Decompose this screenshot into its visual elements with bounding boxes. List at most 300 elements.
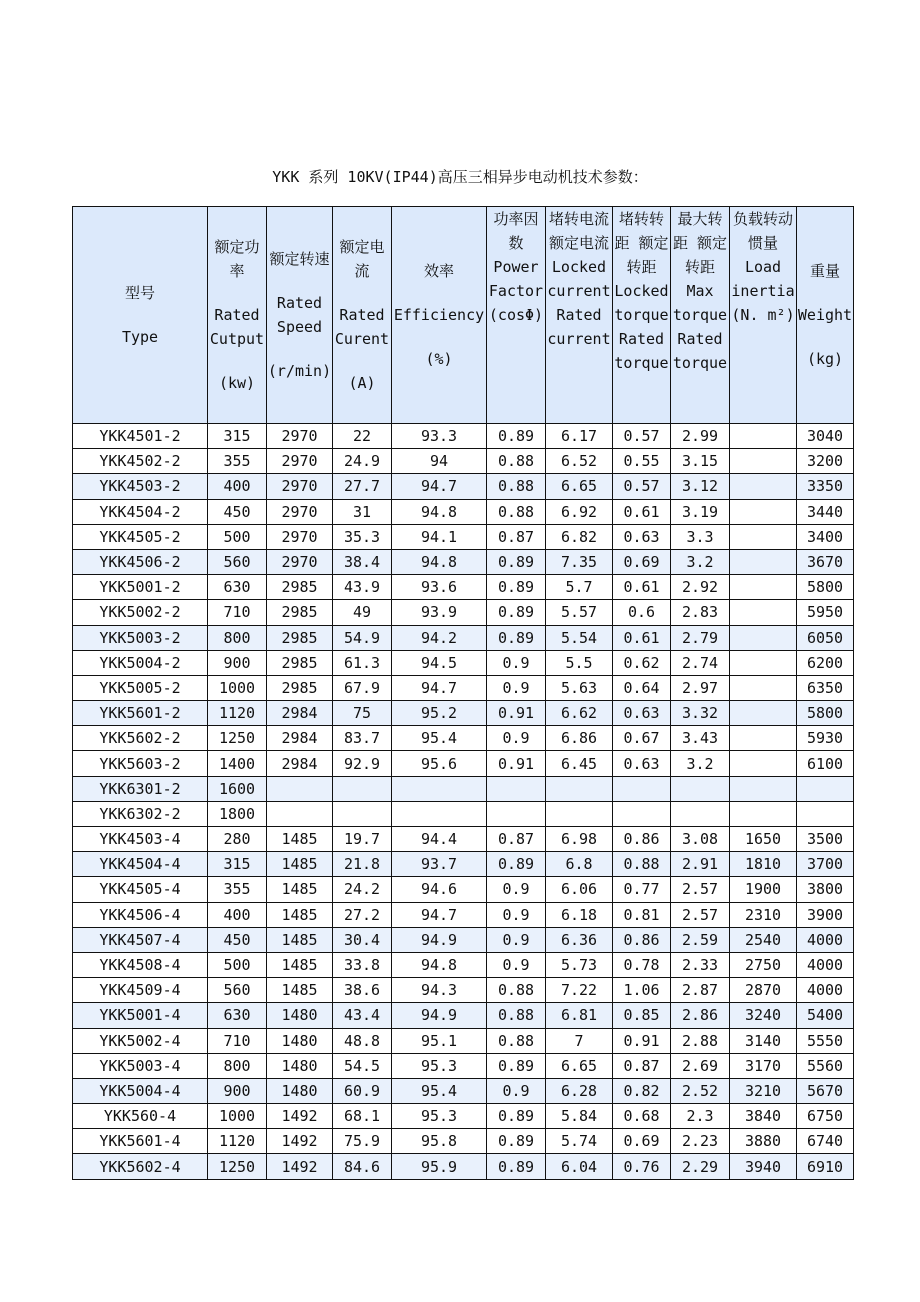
header-en: Locked torque Rated torque <box>614 282 669 372</box>
header-cn: 堵转转距 额定转距 <box>614 210 669 276</box>
value-cell: 2.86 <box>671 1003 730 1028</box>
value-cell: 0.86 <box>613 927 671 952</box>
value-cell: 3670 <box>797 549 854 574</box>
value-cell: 6.98 <box>546 827 613 852</box>
value-cell: 1650 <box>730 827 797 852</box>
value-cell: 315 <box>208 852 267 877</box>
value-cell: 2985 <box>267 625 333 650</box>
value-cell: 3.2 <box>671 751 730 776</box>
value-cell: 1400 <box>208 751 267 776</box>
column-header <box>392 207 487 424</box>
table-row <box>73 1104 854 1129</box>
value-cell: 1250 <box>208 726 267 751</box>
value-cell: 1480 <box>267 1028 333 1053</box>
value-cell: 1120 <box>208 1129 267 1154</box>
header-en: Locked current Rated current <box>547 258 611 348</box>
table-row <box>73 978 854 1003</box>
value-cell: 0.91 <box>487 751 546 776</box>
column-header <box>73 207 208 424</box>
value-cell: 2.23 <box>671 1129 730 1154</box>
value-cell: 1485 <box>267 827 333 852</box>
value-cell: 93.9 <box>392 600 487 625</box>
value-cell: 4000 <box>797 927 854 952</box>
value-cell: 5.5 <box>546 650 613 675</box>
header-cn: 型号 <box>124 284 155 302</box>
value-cell: 0.88 <box>487 499 546 524</box>
value-cell: 0.57 <box>613 424 671 449</box>
value-cell: 2870 <box>730 978 797 1003</box>
model-cell: YKK4505-4 <box>73 877 208 902</box>
value-cell: 6.81 <box>546 1003 613 1028</box>
value-cell: 21.8 <box>333 852 392 877</box>
value-cell: 0.88 <box>487 1028 546 1053</box>
value-cell: 2750 <box>730 952 797 977</box>
header-en2: (%) <box>425 350 453 368</box>
value-cell: 0.88 <box>487 978 546 1003</box>
value-cell: 4000 <box>797 978 854 1003</box>
value-cell: 2.57 <box>671 877 730 902</box>
value-cell <box>730 701 797 726</box>
model-cell: YKK4506-4 <box>73 902 208 927</box>
value-cell: 95.4 <box>392 1078 487 1103</box>
table-row <box>73 424 854 449</box>
value-cell: 6.86 <box>546 726 613 751</box>
value-cell <box>671 801 730 826</box>
value-cell: 1485 <box>267 952 333 977</box>
value-cell: 0.87 <box>487 524 546 549</box>
table-row <box>73 449 854 474</box>
table-row <box>73 1053 854 1078</box>
value-cell: 3900 <box>797 902 854 927</box>
value-cell: 2970 <box>267 474 333 499</box>
value-cell: 6.45 <box>546 751 613 776</box>
value-cell: 2985 <box>267 600 333 625</box>
value-cell: 6.92 <box>546 499 613 524</box>
header-cn: 功率因数 <box>493 210 539 252</box>
model-cell: YKK4503-2 <box>73 474 208 499</box>
value-cell: 2.87 <box>671 978 730 1003</box>
document-title: YKK 系列 10KV(IP44)高压三相异步电动机技术参数： <box>272 168 648 186</box>
table-row <box>73 751 854 776</box>
value-cell: 2985 <box>267 675 333 700</box>
value-cell <box>730 600 797 625</box>
value-cell: 1485 <box>267 877 333 902</box>
value-cell: 2970 <box>267 449 333 474</box>
model-cell: YKK6302-2 <box>73 801 208 826</box>
value-cell: 94.4 <box>392 827 487 852</box>
value-cell: 6740 <box>797 1129 854 1154</box>
value-cell: 0.57 <box>613 474 671 499</box>
column-header <box>671 207 730 424</box>
value-cell: 0.61 <box>613 575 671 600</box>
model-cell: YKK5601-2 <box>73 701 208 726</box>
motor-spec-table <box>72 206 854 1180</box>
table-row <box>73 474 854 499</box>
model-cell: YKK5004-2 <box>73 650 208 675</box>
model-cell: YKK5004-4 <box>73 1078 208 1103</box>
value-cell: 1485 <box>267 852 333 877</box>
value-cell: 500 <box>208 952 267 977</box>
value-cell: 2970 <box>267 524 333 549</box>
header-en2: (N. m²) <box>731 306 795 324</box>
value-cell: 900 <box>208 1078 267 1103</box>
value-cell: 5.74 <box>546 1129 613 1154</box>
value-cell <box>730 726 797 751</box>
value-cell: 2.3 <box>671 1104 730 1129</box>
value-cell: 3140 <box>730 1028 797 1053</box>
header-en: Power Factor <box>488 258 544 300</box>
header-en2: (r/min) <box>267 362 332 380</box>
value-cell: 33.8 <box>333 952 392 977</box>
value-cell: 1000 <box>208 675 267 700</box>
value-cell <box>333 776 392 801</box>
value-cell: 0.88 <box>487 1003 546 1028</box>
header-row <box>73 207 854 424</box>
value-cell: 3040 <box>797 424 854 449</box>
value-cell: 5950 <box>797 600 854 625</box>
value-cell <box>730 474 797 499</box>
table-row <box>73 650 854 675</box>
value-cell: 0.89 <box>487 600 546 625</box>
value-cell: 0.64 <box>613 675 671 700</box>
header-en: Efficiency <box>393 306 485 324</box>
value-cell: 2.88 <box>671 1028 730 1053</box>
value-cell: 5.63 <box>546 675 613 700</box>
value-cell <box>797 801 854 826</box>
model-cell: YKK4502-2 <box>73 449 208 474</box>
value-cell: 3400 <box>797 524 854 549</box>
value-cell: 3.32 <box>671 701 730 726</box>
column-header <box>730 207 797 424</box>
value-cell: 710 <box>208 1028 267 1053</box>
value-cell: 95.6 <box>392 751 487 776</box>
value-cell: 1810 <box>730 852 797 877</box>
value-cell: 0.88 <box>613 852 671 877</box>
value-cell: 3840 <box>730 1104 797 1129</box>
value-cell: 0.86 <box>613 827 671 852</box>
value-cell: 31 <box>333 499 392 524</box>
value-cell: 6350 <box>797 675 854 700</box>
value-cell: 2984 <box>267 751 333 776</box>
value-cell: 0.9 <box>487 877 546 902</box>
value-cell: 630 <box>208 575 267 600</box>
value-cell: 3940 <box>730 1154 797 1179</box>
value-cell: 6750 <box>797 1104 854 1129</box>
value-cell: 6.82 <box>546 524 613 549</box>
header-en: Weight <box>797 306 853 324</box>
model-cell: YKK5001-2 <box>73 575 208 600</box>
model-cell: YKK4505-2 <box>73 524 208 549</box>
value-cell: 3350 <box>797 474 854 499</box>
column-header <box>267 207 333 424</box>
value-cell <box>730 625 797 650</box>
model-cell: YKK4508-4 <box>73 952 208 977</box>
value-cell: 94.1 <box>392 524 487 549</box>
value-cell: 1492 <box>267 1154 333 1179</box>
value-cell: 94.5 <box>392 650 487 675</box>
column-header <box>797 207 854 424</box>
value-cell: 0.88 <box>487 474 546 499</box>
value-cell <box>730 449 797 474</box>
value-cell: 2.99 <box>671 424 730 449</box>
value-cell: 0.61 <box>613 625 671 650</box>
value-cell: 1492 <box>267 1104 333 1129</box>
value-cell: 0.63 <box>613 524 671 549</box>
value-cell: 38.6 <box>333 978 392 1003</box>
value-cell: 0.89 <box>487 424 546 449</box>
value-cell: 43.4 <box>333 1003 392 1028</box>
value-cell: 2985 <box>267 650 333 675</box>
value-cell: 5800 <box>797 575 854 600</box>
value-cell: 0.91 <box>613 1028 671 1053</box>
value-cell: 3170 <box>730 1053 797 1078</box>
value-cell: 1492 <box>267 1129 333 1154</box>
table-row <box>73 600 854 625</box>
value-cell: 355 <box>208 449 267 474</box>
value-cell: 6.04 <box>546 1154 613 1179</box>
value-cell: 94.9 <box>392 927 487 952</box>
value-cell <box>613 776 671 801</box>
value-cell: 2985 <box>267 575 333 600</box>
value-cell: 5400 <box>797 1003 854 1028</box>
value-cell: 0.78 <box>613 952 671 977</box>
table-row <box>73 927 854 952</box>
value-cell: 95.2 <box>392 701 487 726</box>
value-cell: 0.89 <box>487 625 546 650</box>
model-cell: YKK4501-2 <box>73 424 208 449</box>
value-cell: 0.89 <box>487 1154 546 1179</box>
value-cell: 6200 <box>797 650 854 675</box>
value-cell: 2.52 <box>671 1078 730 1103</box>
value-cell: 0.81 <box>613 902 671 927</box>
model-cell: YKK5005-2 <box>73 675 208 700</box>
value-cell <box>267 801 333 826</box>
value-cell: 1485 <box>267 927 333 952</box>
value-cell: 7 <box>546 1028 613 1053</box>
model-cell: YKK4506-2 <box>73 549 208 574</box>
value-cell: 2.91 <box>671 852 730 877</box>
value-cell: 94.7 <box>392 474 487 499</box>
value-cell: 2.59 <box>671 927 730 952</box>
value-cell: 1480 <box>267 1078 333 1103</box>
value-cell: 92.9 <box>333 751 392 776</box>
value-cell: 0.82 <box>613 1078 671 1103</box>
value-cell: 0.69 <box>613 1129 671 1154</box>
value-cell: 2984 <box>267 726 333 751</box>
header-cn: 负载转动惯量 <box>732 210 793 252</box>
header-cn: 堵转电流 额定电流 <box>548 210 609 252</box>
table-row <box>73 801 854 826</box>
value-cell: 0.69 <box>613 549 671 574</box>
value-cell: 6050 <box>797 625 854 650</box>
value-cell: 6.52 <box>546 449 613 474</box>
value-cell: 0.87 <box>613 1053 671 1078</box>
header-cn: 效率 <box>423 262 454 280</box>
value-cell: 1.06 <box>613 978 671 1003</box>
value-cell: 94.9 <box>392 1003 487 1028</box>
value-cell: 500 <box>208 524 267 549</box>
value-cell: 710 <box>208 600 267 625</box>
value-cell: 0.89 <box>487 1104 546 1129</box>
value-cell: 2.69 <box>671 1053 730 1078</box>
value-cell <box>730 650 797 675</box>
value-cell: 6.62 <box>546 701 613 726</box>
value-cell: 94 <box>392 449 487 474</box>
value-cell: 19.7 <box>333 827 392 852</box>
value-cell <box>730 499 797 524</box>
model-cell: YKK4509-4 <box>73 978 208 1003</box>
value-cell: 450 <box>208 499 267 524</box>
table-row <box>73 852 854 877</box>
value-cell: 5.54 <box>546 625 613 650</box>
value-cell: 0.85 <box>613 1003 671 1028</box>
value-cell: 280 <box>208 827 267 852</box>
value-cell: 2540 <box>730 927 797 952</box>
value-cell: 0.68 <box>613 1104 671 1129</box>
value-cell: 3.3 <box>671 524 730 549</box>
value-cell: 0.63 <box>613 701 671 726</box>
value-cell: 1600 <box>208 776 267 801</box>
value-cell: 560 <box>208 978 267 1003</box>
value-cell: 6.65 <box>546 474 613 499</box>
model-cell: YKK5003-4 <box>73 1053 208 1078</box>
value-cell: 3.08 <box>671 827 730 852</box>
value-cell: 95.8 <box>392 1129 487 1154</box>
value-cell: 94.6 <box>392 877 487 902</box>
value-cell: 0.77 <box>613 877 671 902</box>
column-header <box>333 207 392 424</box>
header-cn: 重量 <box>809 262 840 280</box>
model-cell: YKK5002-2 <box>73 600 208 625</box>
header-cn: 最大转距 额定转距 <box>672 210 728 276</box>
value-cell: 6.28 <box>546 1078 613 1103</box>
value-cell: 54.5 <box>333 1053 392 1078</box>
value-cell: 48.8 <box>333 1028 392 1053</box>
value-cell <box>671 776 730 801</box>
value-cell <box>487 801 546 826</box>
value-cell: 3240 <box>730 1003 797 1028</box>
model-cell: YKK4504-4 <box>73 852 208 877</box>
value-cell: 94.3 <box>392 978 487 1003</box>
value-cell: 0.9 <box>487 726 546 751</box>
value-cell: 2310 <box>730 902 797 927</box>
value-cell: 3800 <box>797 877 854 902</box>
value-cell: 75.9 <box>333 1129 392 1154</box>
value-cell <box>333 801 392 826</box>
value-cell: 6910 <box>797 1154 854 1179</box>
value-cell: 94.8 <box>392 952 487 977</box>
value-cell: 24.9 <box>333 449 392 474</box>
value-cell: 7.35 <box>546 549 613 574</box>
value-cell: 3.15 <box>671 449 730 474</box>
value-cell: 0.9 <box>487 927 546 952</box>
column-header <box>208 207 267 424</box>
value-cell: 1000 <box>208 1104 267 1129</box>
value-cell: 1480 <box>267 1003 333 1028</box>
value-cell <box>730 549 797 574</box>
value-cell: 0.9 <box>487 952 546 977</box>
value-cell: 0.89 <box>487 575 546 600</box>
value-cell: 0.76 <box>613 1154 671 1179</box>
value-cell: 2970 <box>267 499 333 524</box>
table-row <box>73 524 854 549</box>
value-cell <box>730 675 797 700</box>
value-cell: 95.3 <box>392 1104 487 1129</box>
value-cell: 5670 <box>797 1078 854 1103</box>
value-cell: 75 <box>333 701 392 726</box>
value-cell: 5.73 <box>546 952 613 977</box>
value-cell: 1485 <box>267 902 333 927</box>
table-row <box>73 1078 854 1103</box>
value-cell: 4000 <box>797 952 854 977</box>
value-cell: 95.4 <box>392 726 487 751</box>
table-row <box>73 1028 854 1053</box>
value-cell: 24.2 <box>333 877 392 902</box>
table-row <box>73 701 854 726</box>
value-cell: 2.74 <box>671 650 730 675</box>
table-row <box>73 1129 854 1154</box>
value-cell: 94.8 <box>392 499 487 524</box>
value-cell: 2970 <box>267 424 333 449</box>
value-cell: 0.89 <box>487 1053 546 1078</box>
value-cell: 95.3 <box>392 1053 487 1078</box>
model-cell: YKK4504-2 <box>73 499 208 524</box>
value-cell <box>267 776 333 801</box>
value-cell: 61.3 <box>333 650 392 675</box>
value-cell: 7.22 <box>546 978 613 1003</box>
value-cell: 5.84 <box>546 1104 613 1129</box>
value-cell: 5550 <box>797 1028 854 1053</box>
model-cell: YKK5601-4 <box>73 1129 208 1154</box>
value-cell: 6100 <box>797 751 854 776</box>
value-cell: 0.89 <box>487 852 546 877</box>
value-cell: 630 <box>208 1003 267 1028</box>
value-cell: 0.6 <box>613 600 671 625</box>
value-cell: 0.55 <box>613 449 671 474</box>
value-cell: 68.1 <box>333 1104 392 1129</box>
value-cell: 3.19 <box>671 499 730 524</box>
value-cell: 94.7 <box>392 675 487 700</box>
value-cell: 0.89 <box>487 549 546 574</box>
value-cell: 60.9 <box>333 1078 392 1103</box>
table-row <box>73 625 854 650</box>
value-cell: 3.2 <box>671 549 730 574</box>
value-cell: 0.67 <box>613 726 671 751</box>
value-cell: 67.9 <box>333 675 392 700</box>
table-row <box>73 952 854 977</box>
value-cell <box>730 776 797 801</box>
value-cell <box>730 424 797 449</box>
table-row <box>73 575 854 600</box>
header-en: Rated Speed <box>276 294 323 336</box>
value-cell: 1900 <box>730 877 797 902</box>
value-cell: 30.4 <box>333 927 392 952</box>
value-cell: 6.17 <box>546 424 613 449</box>
value-cell <box>392 776 487 801</box>
model-cell: YKK4507-4 <box>73 927 208 952</box>
value-cell <box>730 751 797 776</box>
value-cell: 94.8 <box>392 549 487 574</box>
value-cell: 560 <box>208 549 267 574</box>
value-cell: 6.65 <box>546 1053 613 1078</box>
value-cell: 1485 <box>267 978 333 1003</box>
value-cell: 800 <box>208 625 267 650</box>
value-cell: 0.9 <box>487 650 546 675</box>
table-row <box>73 726 854 751</box>
value-cell: 49 <box>333 600 392 625</box>
table-row <box>73 1003 854 1028</box>
value-cell: 2970 <box>267 549 333 574</box>
